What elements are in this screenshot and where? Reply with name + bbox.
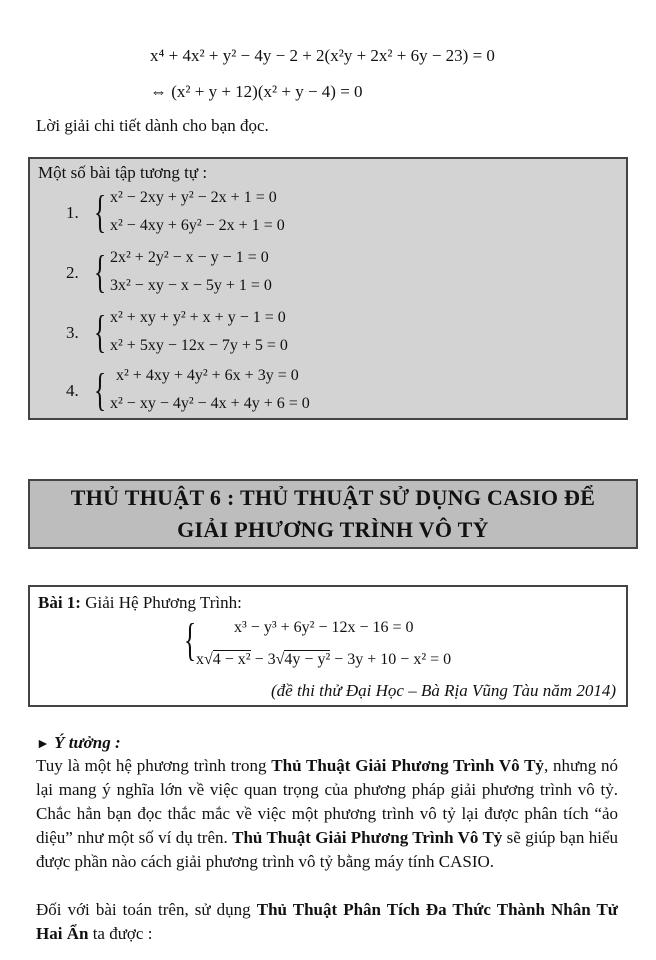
system-equation: x² − xy − 4y² − 4x + 4y + 6 = 0 <box>110 395 310 412</box>
section-title-line-1: THỦ THUẬT 6 : THỦ THUẬT SỬ DỤNG CASIO ĐỂ <box>70 485 596 510</box>
paragraph-emphasis: Thủ Thuật Giải Phương Trình Vô Tỷ <box>271 756 544 775</box>
system-brace: { <box>94 186 107 237</box>
equation-line-2: ⇔ (x² + y + 12)(x² + y − 4) = 0 <box>150 82 363 101</box>
system-equation: x² + xy + y² + x + y − 1 = 0 <box>110 309 286 326</box>
problem-equation-2 <box>196 651 451 669</box>
problem-equation-1: x³ − y³ + 6y² − 12x − 16 = 0 <box>234 619 414 636</box>
radicand: 4y − y² <box>284 651 331 668</box>
similar-exercises-box <box>28 157 628 420</box>
eq-term: − 3 <box>250 651 276 668</box>
radical-sign: √ <box>204 651 213 668</box>
equation-line-1: x⁴ + 4x² + y² − 4y − 2 + 2(x²y + 2x² + 6y − 23) = 0 <box>150 46 495 65</box>
paragraph-emphasis: Thủ Thuật Giải Phương Trình Vô Tỷ <box>232 828 503 847</box>
system-equation: x² − 2xy + y² − 2x + 1 = 0 <box>110 189 277 206</box>
section-title-box <box>28 479 638 549</box>
idea-title: Ý tưởng : <box>54 733 121 752</box>
eq-term: − 3y + 10 − x² = 0 <box>330 651 452 668</box>
problem-label: Bài 1: <box>38 593 81 612</box>
exercise-number: 1. <box>66 203 79 222</box>
system-equation: x² + 4xy + 4y² + 6x + 3y = 0 <box>116 367 299 384</box>
paragraph-text: ta được : <box>88 924 153 943</box>
system-brace: { <box>94 364 107 415</box>
system-equation: x² − 4xy + 6y² − 2x + 1 = 0 <box>110 217 285 234</box>
problem-box <box>28 585 628 707</box>
problem-source: (đề thi thử Đại Học – Bà Rịa Vũng Tàu năm 2014) <box>271 681 616 700</box>
paragraph-text: Tuy là một hệ phương trình trong <box>36 756 272 775</box>
system-equation: x² + 5xy − 12x − 7y + 5 = 0 <box>110 337 288 354</box>
problem-text: Giải Hệ Phương Trình: <box>80 593 242 612</box>
paragraph-text: Đối với bài toán trên, sử dụng <box>36 900 257 919</box>
exercise-item <box>66 365 586 421</box>
exercise-number: 4. <box>66 381 79 400</box>
system-brace: { <box>94 306 107 357</box>
system-brace: { <box>94 246 107 297</box>
radicand: 4 − x² <box>212 651 251 668</box>
solution-note: Lời giải chi tiết dành cho bạn đọc. <box>36 116 269 135</box>
exercise-number: 2. <box>66 263 79 282</box>
problem-heading <box>38 591 242 615</box>
idea-paragraph-1 <box>36 754 618 874</box>
triangle-marker-icon: ► <box>36 737 50 752</box>
system-brace: { <box>184 614 197 665</box>
idea-paragraph-2 <box>36 898 618 946</box>
exercises-heading: Một số bài tập tương tự : <box>38 163 208 182</box>
radical-sign: √ <box>275 651 285 668</box>
system-equation: 3x² − xy − x − 5y + 1 = 0 <box>110 277 272 294</box>
exercise-item <box>66 247 586 303</box>
exercise-item <box>66 307 586 363</box>
exercise-item <box>66 187 586 243</box>
paragraph-text: sẽ giúp bạn hiểu được phần nào cách giải phương trình vô tỷ bằng máy tính CASIO. <box>36 828 618 871</box>
paragraph-emphasis: Thủ Thuật Phân Tích Đa Thức Thành Nhân Tử Hai Ẩn <box>36 900 618 943</box>
exercise-number: 3. <box>66 323 79 342</box>
section-title-line-2: GIẢI PHƯƠNG TRÌNH VÔ TỶ <box>177 517 489 542</box>
eq-term: x <box>196 651 204 668</box>
paragraph-text: , nhưng nó lại mang ý nghĩa lớn về việc quan trọng của phương pháp giải phương trình vô tỷ. Chắc hẳn bạn đọc thắc mắc về việc một phương trình vô tỷ lại được phân tích “ảo diệu” như một số ví dụ trên. <box>36 756 618 847</box>
system-equation: 2x² + 2y² − x − y − 1 = 0 <box>110 249 269 266</box>
